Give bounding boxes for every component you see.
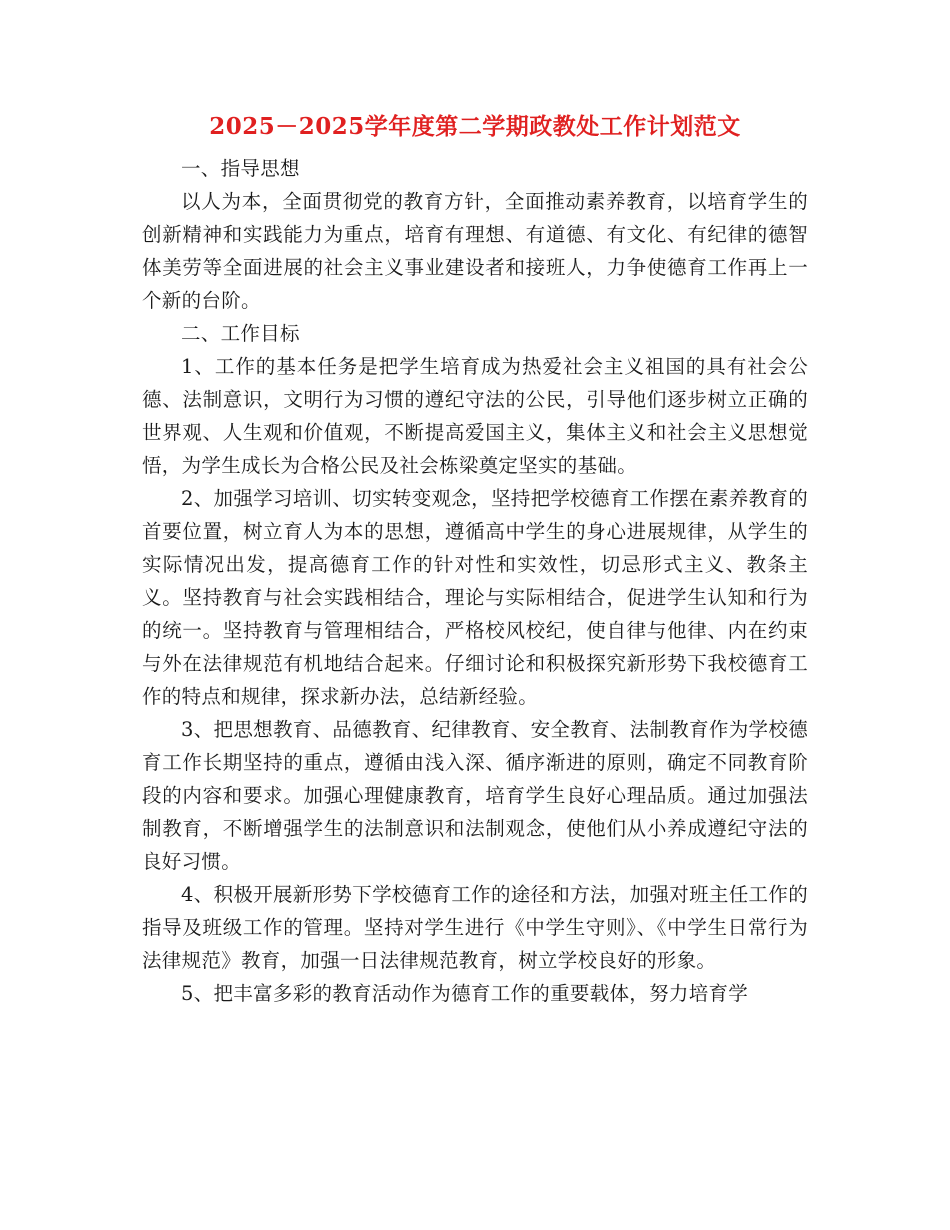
- paragraph-goal-5: 5、把丰富多彩的教育活动作为德育工作的重要载体，努力培育学: [181, 982, 749, 1005]
- document-title: 2025－2025学年度第二学期政教处工作计划范文: [209, 113, 741, 140]
- paragraph-goal-2: 2、加强学习培训、切实转变观念，坚持把学校德育工作摆在素养教育的首要位置，树立育人为本的思想，遵循高中学生的身心进展规律，从学生的实际情况出发，提高德育工作的针对性和实效性，切忌形式主义、教条主义。坚持教育与社会实践相结合，理论与实际相结合，促进学生认知和行为的统一。坚持教育与管理相结合，严格校风校纪，使自律与他律、内在约束与外在法律规范有机地结合起来。仔细讨论和积极探究新形势下我校德育工作的特点和规律，探求新办法，总结新经验。: [142, 487, 808, 708]
- section-heading-guiding-ideology: 一、指导思想: [181, 157, 300, 180]
- section-heading-work-goals: 二、工作目标: [181, 322, 300, 345]
- paragraph-goal-4: 4、积极开展新形势下学校德育工作的途径和方法，加强对班主任工作的指导及班级工作的管理。坚持对学生进行《中学生守则》、《中学生日常行为法律规范》教育，加强一日法律规范教育，树立学校良好的形象。: [142, 883, 808, 972]
- paragraph-goal-1: 1、工作的基本任务是把学生培育成为热爱社会主义祖国的具有社会公德、法制意识，文明行为习惯的遵纪守法的公民，引导他们逐步树立正确的世界观、人生观和价值观，不断提高爱国主义，集体主义和社会主义思想觉悟，为学生成长为合格公民及社会栋梁奠定坚实的基础。: [142, 355, 808, 477]
- paragraph-guiding-ideology: 以人为本，全面贯彻党的教育方针，全面推动素养教育，以培育学生的创新精神和实践能力为重点，培育有理想、有道德、有文化、有纪律的德智体美劳等全面进展的社会主义事业建设者和接班人，力争使德育工作再上一个新的台阶。: [142, 190, 808, 312]
- paragraph-goal-3: 3、把思想教育、品德教育、纪律教育、安全教育、法制教育作为学校德育工作长期坚持的重点，遵循由浅入深、循序渐进的原则，确定不同教育阶段的内容和要求。加强心理健康教育，培育学生良好心理品质。通过加强法制教育，不断增强学生的法制意识和法制观念，使他们从小养成遵纪守法的良好习惯。: [142, 718, 808, 873]
